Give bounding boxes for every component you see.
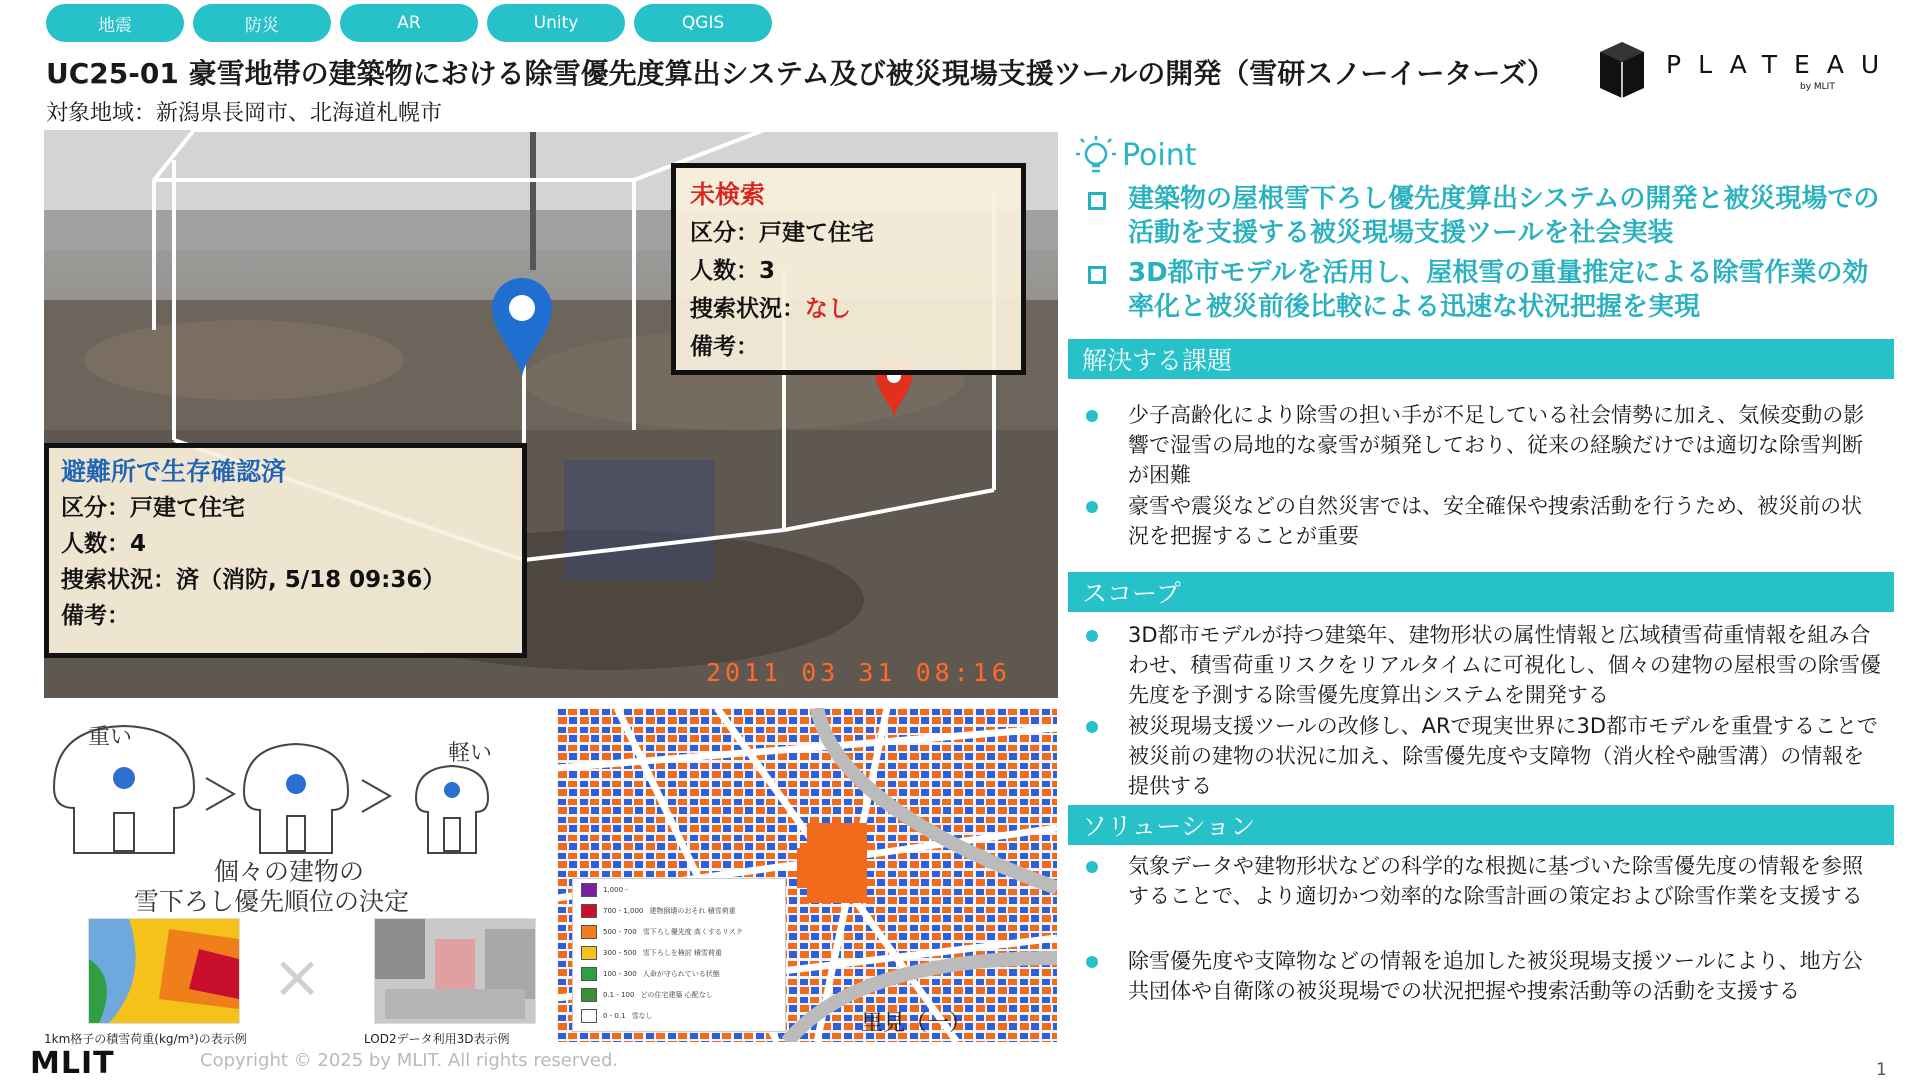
light-label: 軽い bbox=[448, 741, 493, 766]
legend-row bbox=[581, 883, 634, 897]
tag-ar[interactable]: AR bbox=[340, 4, 478, 42]
snow-grid-caption: 1km格子の積雪荷重(kg/m³)の表示例 bbox=[44, 1032, 247, 1046]
section-header-solution: ソリューション bbox=[1068, 805, 1894, 845]
lod2-caption: LOD2データ利用3D表示例 bbox=[364, 1032, 510, 1046]
plateau-logo-word: PLATEAU bbox=[1666, 50, 1897, 79]
tag-list bbox=[46, 4, 772, 42]
legend-desc: 人命が守られている状態 bbox=[642, 970, 720, 978]
legend-range: 0 - 0.1 bbox=[603, 1012, 626, 1020]
point-item-text: 3D都市モデルを活用し、屋根雪の重量推定による除雪作業の効率化と被災前後比較による迅速な状況把握を実現 bbox=[1128, 258, 1869, 322]
target-area: 対象地域：新潟県長岡市、北海道札幌市 bbox=[46, 101, 443, 126]
tag-qgis[interactable]: QGIS bbox=[634, 4, 772, 42]
checkbox-square-icon bbox=[1088, 266, 1106, 284]
search-status-label: 捜索状況： bbox=[690, 296, 805, 322]
checkbox-square-icon bbox=[1088, 192, 1106, 210]
copyright: Copyright © 2025 by MLIT. All rights reserved. bbox=[200, 1050, 619, 1071]
card-search-status bbox=[690, 290, 1007, 328]
snow-load-grid-thumbnail bbox=[88, 918, 240, 1024]
legend-desc: 雪下ろし優先度 高くするリスク bbox=[642, 928, 743, 936]
mlit-logo: MLIT bbox=[30, 1046, 115, 1081]
bullet-dot-icon bbox=[1086, 861, 1098, 873]
legend-range: 300 - 500 bbox=[603, 949, 637, 957]
legend-row bbox=[581, 1009, 653, 1023]
legend-row bbox=[581, 946, 722, 960]
legend-range: 0.1 - 100 bbox=[603, 991, 635, 999]
tag-unity[interactable]: Unity bbox=[487, 4, 625, 42]
tag-earthquake[interactable]: 地震 bbox=[46, 4, 184, 42]
point-heading: Point bbox=[1122, 138, 1197, 173]
map-legend bbox=[572, 878, 786, 1032]
search-status-value: なし bbox=[805, 296, 851, 322]
section-header-scope: スコープ bbox=[1068, 572, 1894, 612]
legend-desc: 雪下ろしを検討 積雪荷重 bbox=[642, 949, 722, 957]
photo-timestamp: 2011 03 31 08:16 bbox=[706, 658, 1011, 687]
bullet-text: 気象データや建物形状などの科学的な根拠に基づいた除雪優先度の情報を参照することで、より適切かつ効率的な除雪計画の策定および除雪作業を支援する bbox=[1128, 854, 1863, 908]
legend-row bbox=[581, 988, 713, 1002]
bullet-dot-icon bbox=[1086, 410, 1098, 422]
card-notes: 備考： bbox=[61, 603, 130, 629]
legend-row bbox=[581, 904, 736, 918]
legend-desc: 雪なし bbox=[631, 1012, 653, 1020]
bullet-text: 被災現場支援ツールの改修し、ARで現実世界に3D都市モデルを重畳することで被災前の建物の状況に加え、除雪優先度や支障物（消火栓や融雪溝）の情報を提供する bbox=[1128, 714, 1879, 798]
bullet-text: 3D都市モデルが持つ建築年、建物形状の属性情報と広域積雪荷重情報を組み合わせ、積雪荷重リスクをリアルタイムに可視化し、個々の建物の屋根雪の除雪優先度を予測する除雪優先度算出システムを開発する bbox=[1128, 623, 1881, 707]
heavy-label: 重い bbox=[88, 725, 133, 750]
card-category: 区分：戸建て住宅 bbox=[690, 220, 874, 246]
priority-caption-line1: 個々の建物の bbox=[214, 857, 365, 886]
legend-range: 1,000 - bbox=[603, 886, 628, 894]
card-status-heading: 未検索 bbox=[690, 180, 766, 209]
priority-caption-line2: 雪下ろし優先順位の決定 bbox=[134, 887, 410, 916]
lightbulb-icon bbox=[1074, 134, 1118, 178]
ar-info-card-unsearched bbox=[671, 163, 1026, 375]
legend-range: 100 - 300 bbox=[603, 970, 637, 978]
card-status-heading: 避難所で生存確認済 bbox=[61, 457, 287, 486]
bullet-dot-icon bbox=[1086, 630, 1098, 642]
card-search-status: 捜索状況：済（消防, 5/18 09:36） bbox=[61, 567, 446, 593]
card-people-count: 人数：3 bbox=[690, 258, 776, 284]
snow-priority-illustration bbox=[44, 708, 554, 1046]
bullet-dot-icon bbox=[1086, 501, 1098, 513]
legend-range: 700 - 1,000 bbox=[603, 907, 644, 915]
legend-desc: どの住宅建築 心配なし bbox=[640, 991, 713, 999]
ar-disaster-photo bbox=[44, 130, 1058, 698]
times-icon: × bbox=[272, 942, 323, 1012]
bullet-dot-icon bbox=[1086, 721, 1098, 733]
page-title: UC25-01 豪雪地帯の建築物における除雪優先度算出システム及び被災現場支援ツールの開発（雪研スノーイーターズ） bbox=[46, 57, 1555, 90]
card-people-count: 人数：4 bbox=[61, 531, 147, 557]
bullet-dot-icon bbox=[1086, 956, 1098, 968]
map-place-label: 里見（一） bbox=[861, 1011, 972, 1036]
card-category: 区分：戸建て住宅 bbox=[61, 495, 245, 521]
legend-desc: 建物倒壊のおそれ 積雪荷重 bbox=[649, 907, 736, 915]
bullet-text: 除雪優先度や支障物などの情報を追加した被災現場支援ツールにより、地方公共団体や自衛隊の被災現場での状況把握や捜索活動等の活動を支援する bbox=[1128, 949, 1863, 1003]
plateau-logo-sub: by MLIT bbox=[1800, 82, 1835, 92]
point-item-text: 建築物の屋根雪下ろし優先度算出システムの開発と被災現場での活動を支援する被災現場支援ツールを社会実装 bbox=[1128, 184, 1880, 248]
card-notes: 備考： bbox=[690, 334, 759, 360]
tag-disaster-prevention[interactable]: 防災 bbox=[193, 4, 331, 42]
legend-range: 500 - 700 bbox=[603, 928, 637, 936]
lod2-3d-thumbnail bbox=[374, 918, 536, 1024]
bullet-text: 少子高齢化により除雪の担い手が不足している社会情勢に加え、気候変動の影響で湿雪の局地的な豪雪が頻発しており、従来の経験だけでは適切な除雪判断が困難 bbox=[1128, 403, 1865, 487]
ar-info-card-confirmed bbox=[44, 443, 527, 658]
snow-priority-map[interactable] bbox=[557, 708, 1057, 1042]
section-header-issues: 解決する課題 bbox=[1068, 339, 1894, 379]
bullet-text: 豪雪や震災などの自然災害では、安全確保や捜索活動を行うため、被災前の状況を把握することが重要 bbox=[1128, 494, 1863, 548]
page-number: 1 bbox=[1876, 1060, 1887, 1080]
legend-row bbox=[581, 925, 743, 939]
legend-row bbox=[581, 967, 720, 981]
